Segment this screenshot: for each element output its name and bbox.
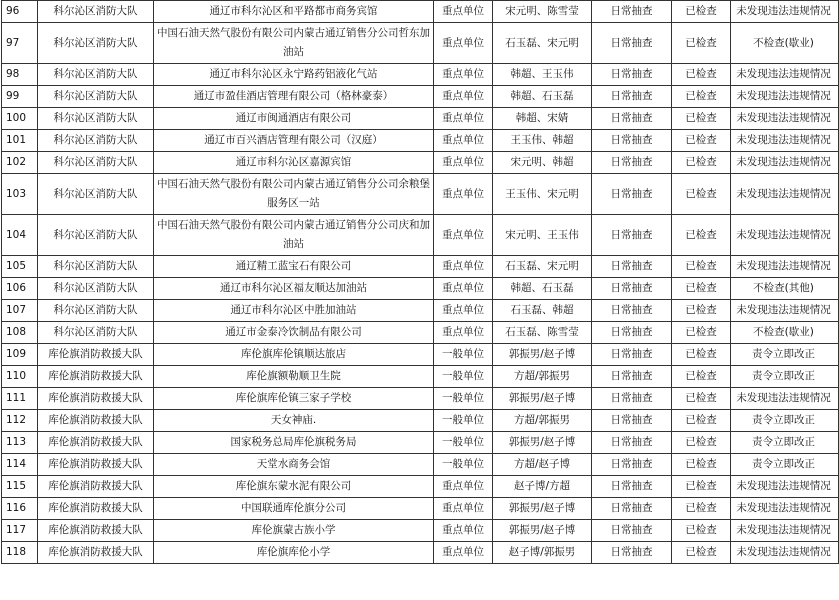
unit-name-cell: 通辽市盈佳酒店管理有限公司（格林豪泰） bbox=[154, 86, 434, 108]
table-row bbox=[2, 108, 839, 130]
brigade-cell: 库伦旗消防救援大队 bbox=[38, 498, 154, 520]
unit-name-cell: 通辽市科尔沁区中胜加油站 bbox=[154, 300, 434, 322]
inspectors-cell: 韩超、王玉伟 bbox=[493, 64, 592, 86]
status-cell: 已检查 bbox=[672, 152, 731, 174]
row-number: 100 bbox=[2, 108, 38, 130]
result-cell: 未发现违法违规情况 bbox=[731, 542, 839, 564]
brigade-cell: 库伦旗消防救援大队 bbox=[38, 454, 154, 476]
unit-type-cell: 一般单位 bbox=[434, 366, 493, 388]
brigade-cell: 科尔沁区消防大队 bbox=[38, 152, 154, 174]
status-cell: 已检查 bbox=[672, 344, 731, 366]
result-cell: 未发现违法违规情况 bbox=[731, 520, 839, 542]
row-number: 118 bbox=[2, 542, 38, 564]
inspectors-cell: 郭振男/赵子博 bbox=[493, 498, 592, 520]
unit-name-cell: 通辽市科尔沁区永宁路药铝液化气站 bbox=[154, 64, 434, 86]
brigade-cell: 科尔沁区消防大队 bbox=[38, 278, 154, 300]
result-cell: 责令立即改正 bbox=[731, 410, 839, 432]
status-cell: 已检查 bbox=[672, 432, 731, 454]
result-cell: 未发现违法违规情况 bbox=[731, 388, 839, 410]
inspectors-cell: 韩超、石玉磊 bbox=[493, 278, 592, 300]
brigade-cell: 科尔沁区消防大队 bbox=[38, 215, 154, 256]
row-number: 109 bbox=[2, 344, 38, 366]
status-cell: 已检查 bbox=[672, 256, 731, 278]
unit-name-cell: 中国石油天然气股份有限公司内蒙古通辽销售分公司哲东加油站 bbox=[154, 23, 434, 64]
result-cell: 未发现违法违规情况 bbox=[731, 215, 839, 256]
row-number: 108 bbox=[2, 322, 38, 344]
row-number: 112 bbox=[2, 410, 38, 432]
brigade-cell: 科尔沁区消防大队 bbox=[38, 108, 154, 130]
unit-type-cell: 重点单位 bbox=[434, 130, 493, 152]
status-cell: 已检查 bbox=[672, 498, 731, 520]
result-cell: 不检查(其他) bbox=[731, 278, 839, 300]
unit-name-cell: 库伦旗东蒙水泥有限公司 bbox=[154, 476, 434, 498]
result-cell: 不检查(歇业) bbox=[731, 23, 839, 64]
status-cell: 已检查 bbox=[672, 520, 731, 542]
method-cell: 日常抽查 bbox=[592, 256, 672, 278]
table-row bbox=[2, 432, 839, 454]
table-row bbox=[2, 130, 839, 152]
brigade-cell: 库伦旗消防救援大队 bbox=[38, 366, 154, 388]
method-cell: 日常抽查 bbox=[592, 520, 672, 542]
method-cell: 日常抽查 bbox=[592, 174, 672, 215]
unit-type-cell: 重点单位 bbox=[434, 256, 493, 278]
unit-name-cell: 通辽市金泰冷饮制品有限公司 bbox=[154, 322, 434, 344]
unit-name-cell: 库伦旗库伦镇顺达旅店 bbox=[154, 344, 434, 366]
unit-type-cell: 一般单位 bbox=[434, 388, 493, 410]
brigade-cell: 科尔沁区消防大队 bbox=[38, 130, 154, 152]
brigade-cell: 科尔沁区消防大队 bbox=[38, 23, 154, 64]
result-cell: 未发现违法违规情况 bbox=[731, 130, 839, 152]
status-cell: 已检查 bbox=[672, 476, 731, 498]
row-number: 101 bbox=[2, 130, 38, 152]
status-cell: 已检查 bbox=[672, 300, 731, 322]
table-row bbox=[2, 86, 839, 108]
brigade-cell: 库伦旗消防救援大队 bbox=[38, 520, 154, 542]
status-cell: 已检查 bbox=[672, 322, 731, 344]
row-number: 113 bbox=[2, 432, 38, 454]
unit-name-cell: 库伦旗库伦小学 bbox=[154, 542, 434, 564]
unit-type-cell: 一般单位 bbox=[434, 344, 493, 366]
status-cell: 已检查 bbox=[672, 388, 731, 410]
table-row bbox=[2, 542, 839, 564]
status-cell: 已检查 bbox=[672, 454, 731, 476]
result-cell: 不检查(歇业) bbox=[731, 322, 839, 344]
brigade-cell: 科尔沁区消防大队 bbox=[38, 300, 154, 322]
table-row bbox=[2, 300, 839, 322]
unit-type-cell: 重点单位 bbox=[434, 64, 493, 86]
unit-type-cell: 重点单位 bbox=[434, 278, 493, 300]
inspectors-cell: 石玉磊、韩超 bbox=[493, 300, 592, 322]
unit-type-cell: 重点单位 bbox=[434, 215, 493, 256]
status-cell: 已检查 bbox=[672, 278, 731, 300]
status-cell: 已检查 bbox=[672, 542, 731, 564]
table-row bbox=[2, 498, 839, 520]
table-row bbox=[2, 64, 839, 86]
unit-name-cell: 天女神庙. bbox=[154, 410, 434, 432]
unit-name-cell: 库伦旗蒙古族小学 bbox=[154, 520, 434, 542]
method-cell: 日常抽查 bbox=[592, 454, 672, 476]
table-row bbox=[2, 476, 839, 498]
table-row bbox=[2, 215, 839, 256]
method-cell: 日常抽查 bbox=[592, 23, 672, 64]
row-number: 106 bbox=[2, 278, 38, 300]
status-cell: 已检查 bbox=[672, 108, 731, 130]
brigade-cell: 科尔沁区消防大队 bbox=[38, 174, 154, 215]
row-number: 103 bbox=[2, 174, 38, 215]
method-cell: 日常抽查 bbox=[592, 278, 672, 300]
unit-type-cell: 重点单位 bbox=[434, 476, 493, 498]
unit-type-cell: 重点单位 bbox=[434, 542, 493, 564]
table-row bbox=[2, 322, 839, 344]
row-number: 97 bbox=[2, 23, 38, 64]
row-number: 107 bbox=[2, 300, 38, 322]
row-number: 117 bbox=[2, 520, 38, 542]
inspection-table bbox=[1, 0, 839, 564]
brigade-cell: 科尔沁区消防大队 bbox=[38, 256, 154, 278]
brigade-cell: 科尔沁区消防大队 bbox=[38, 86, 154, 108]
method-cell: 日常抽查 bbox=[592, 64, 672, 86]
brigade-cell: 库伦旗消防救援大队 bbox=[38, 344, 154, 366]
method-cell: 日常抽查 bbox=[592, 344, 672, 366]
table-row bbox=[2, 344, 839, 366]
status-cell: 已检查 bbox=[672, 23, 731, 64]
method-cell: 日常抽查 bbox=[592, 215, 672, 256]
inspectors-cell: 宋元明、王玉伟 bbox=[493, 215, 592, 256]
method-cell: 日常抽查 bbox=[592, 476, 672, 498]
unit-name-cell: 通辽市科尔沁区福友顺达加油站 bbox=[154, 278, 434, 300]
table-row bbox=[2, 23, 839, 64]
result-cell: 责令立即改正 bbox=[731, 344, 839, 366]
method-cell: 日常抽查 bbox=[592, 322, 672, 344]
brigade-cell: 库伦旗消防救援大队 bbox=[38, 476, 154, 498]
result-cell: 责令立即改正 bbox=[731, 454, 839, 476]
unit-name-cell: 通辽市百兴酒店管理有限公司（汉庭） bbox=[154, 130, 434, 152]
brigade-cell: 科尔沁区消防大队 bbox=[38, 322, 154, 344]
unit-name-cell: 通辽市科尔沁区和平路都市商务宾馆 bbox=[154, 1, 434, 23]
method-cell: 日常抽查 bbox=[592, 152, 672, 174]
unit-type-cell: 一般单位 bbox=[434, 432, 493, 454]
unit-type-cell: 一般单位 bbox=[434, 410, 493, 432]
inspectors-cell: 石玉磊、宋元明 bbox=[493, 23, 592, 64]
status-cell: 已检查 bbox=[672, 130, 731, 152]
inspectors-cell: 王玉伟、韩超 bbox=[493, 130, 592, 152]
inspectors-cell: 韩超、宋婧 bbox=[493, 108, 592, 130]
method-cell: 日常抽查 bbox=[592, 86, 672, 108]
table-row bbox=[2, 174, 839, 215]
inspectors-cell: 王玉伟、宋元明 bbox=[493, 174, 592, 215]
inspectors-cell: 石玉磊、宋元明 bbox=[493, 256, 592, 278]
unit-name-cell: 中国石油天然气股份有限公司内蒙古通辽销售分公司庆和加油站 bbox=[154, 215, 434, 256]
row-number: 104 bbox=[2, 215, 38, 256]
row-number: 114 bbox=[2, 454, 38, 476]
result-cell: 未发现违法违规情况 bbox=[731, 174, 839, 215]
table-row bbox=[2, 1, 839, 23]
result-cell: 未发现违法违规情况 bbox=[731, 498, 839, 520]
table-row bbox=[2, 278, 839, 300]
status-cell: 已检查 bbox=[672, 64, 731, 86]
result-cell: 未发现违法违规情况 bbox=[731, 476, 839, 498]
unit-name-cell: 通辽精工蓝宝石有限公司 bbox=[154, 256, 434, 278]
result-cell: 未发现违法违规情况 bbox=[731, 300, 839, 322]
unit-type-cell: 一般单位 bbox=[434, 454, 493, 476]
unit-name-cell: 国家税务总局库伦旗税务局 bbox=[154, 432, 434, 454]
inspectors-cell: 宋元明、陈雪莹 bbox=[493, 1, 592, 23]
status-cell: 已检查 bbox=[672, 86, 731, 108]
method-cell: 日常抽查 bbox=[592, 388, 672, 410]
result-cell: 未发现违法违规情况 bbox=[731, 256, 839, 278]
method-cell: 日常抽查 bbox=[592, 130, 672, 152]
method-cell: 日常抽查 bbox=[592, 366, 672, 388]
inspectors-cell: 郭振男/赵子博 bbox=[493, 388, 592, 410]
inspectors-cell: 方超/赵子博 bbox=[493, 454, 592, 476]
unit-name-cell: 天堂水商务会馆 bbox=[154, 454, 434, 476]
inspectors-cell: 石玉磊、陈雪莹 bbox=[493, 322, 592, 344]
method-cell: 日常抽查 bbox=[592, 542, 672, 564]
row-number: 98 bbox=[2, 64, 38, 86]
brigade-cell: 库伦旗消防救援大队 bbox=[38, 410, 154, 432]
unit-type-cell: 重点单位 bbox=[434, 520, 493, 542]
table-row bbox=[2, 388, 839, 410]
brigade-cell: 库伦旗消防救援大队 bbox=[38, 432, 154, 454]
status-cell: 已检查 bbox=[672, 366, 731, 388]
unit-type-cell: 重点单位 bbox=[434, 23, 493, 64]
inspectors-cell: 郭振男/赵子博 bbox=[493, 432, 592, 454]
method-cell: 日常抽查 bbox=[592, 108, 672, 130]
inspectors-cell: 郭振男/赵子博 bbox=[493, 520, 592, 542]
unit-name-cell: 通辽市科尔沁区嘉源宾馆 bbox=[154, 152, 434, 174]
inspectors-cell: 赵子博/郭振男 bbox=[493, 542, 592, 564]
unit-type-cell: 重点单位 bbox=[434, 174, 493, 215]
table-row bbox=[2, 152, 839, 174]
row-number: 96 bbox=[2, 1, 38, 23]
result-cell: 未发现违法违规情况 bbox=[731, 1, 839, 23]
inspectors-cell: 方超/郭振男 bbox=[493, 410, 592, 432]
row-number: 111 bbox=[2, 388, 38, 410]
status-cell: 已检查 bbox=[672, 215, 731, 256]
status-cell: 已检查 bbox=[672, 174, 731, 215]
result-cell: 未发现违法违规情况 bbox=[731, 64, 839, 86]
unit-type-cell: 重点单位 bbox=[434, 498, 493, 520]
unit-name-cell: 通辽市闽通酒店有限公司 bbox=[154, 108, 434, 130]
unit-name-cell: 库伦旗额勒顺卫生院 bbox=[154, 366, 434, 388]
unit-name-cell: 库伦旗库伦镇三家子学校 bbox=[154, 388, 434, 410]
result-cell: 未发现违法违规情况 bbox=[731, 86, 839, 108]
result-cell: 责令立即改正 bbox=[731, 366, 839, 388]
method-cell: 日常抽查 bbox=[592, 410, 672, 432]
inspectors-cell: 韩超、石玉磊 bbox=[493, 86, 592, 108]
result-cell: 责令立即改正 bbox=[731, 432, 839, 454]
result-cell: 未发现违法违规情况 bbox=[731, 152, 839, 174]
method-cell: 日常抽查 bbox=[592, 432, 672, 454]
unit-type-cell: 重点单位 bbox=[434, 86, 493, 108]
row-number: 105 bbox=[2, 256, 38, 278]
method-cell: 日常抽查 bbox=[592, 300, 672, 322]
brigade-cell: 科尔沁区消防大队 bbox=[38, 1, 154, 23]
unit-name-cell: 中国联通库伦旗分公司 bbox=[154, 498, 434, 520]
unit-type-cell: 重点单位 bbox=[434, 1, 493, 23]
inspectors-cell: 郭振男/赵子博 bbox=[493, 344, 592, 366]
status-cell: 已检查 bbox=[672, 410, 731, 432]
row-number: 102 bbox=[2, 152, 38, 174]
table-row bbox=[2, 256, 839, 278]
row-number: 116 bbox=[2, 498, 38, 520]
table-row bbox=[2, 454, 839, 476]
row-number: 115 bbox=[2, 476, 38, 498]
inspectors-cell: 宋元明、韩超 bbox=[493, 152, 592, 174]
unit-name-cell: 中国石油天然气股份有限公司内蒙古通辽销售分公司余粮堡服务区一站 bbox=[154, 174, 434, 215]
brigade-cell: 库伦旗消防救援大队 bbox=[38, 388, 154, 410]
inspectors-cell: 赵子博/方超 bbox=[493, 476, 592, 498]
table-row bbox=[2, 410, 839, 432]
row-number: 99 bbox=[2, 86, 38, 108]
table-row bbox=[2, 366, 839, 388]
status-cell: 已检查 bbox=[672, 1, 731, 23]
method-cell: 日常抽查 bbox=[592, 498, 672, 520]
unit-type-cell: 重点单位 bbox=[434, 108, 493, 130]
row-number: 110 bbox=[2, 366, 38, 388]
table-row bbox=[2, 520, 839, 542]
inspectors-cell: 方超/郭振男 bbox=[493, 366, 592, 388]
result-cell: 未发现违法违规情况 bbox=[731, 108, 839, 130]
unit-type-cell: 重点单位 bbox=[434, 322, 493, 344]
unit-type-cell: 重点单位 bbox=[434, 152, 493, 174]
brigade-cell: 库伦旗消防救援大队 bbox=[38, 542, 154, 564]
unit-type-cell: 重点单位 bbox=[434, 300, 493, 322]
method-cell: 日常抽查 bbox=[592, 1, 672, 23]
brigade-cell: 科尔沁区消防大队 bbox=[38, 64, 154, 86]
